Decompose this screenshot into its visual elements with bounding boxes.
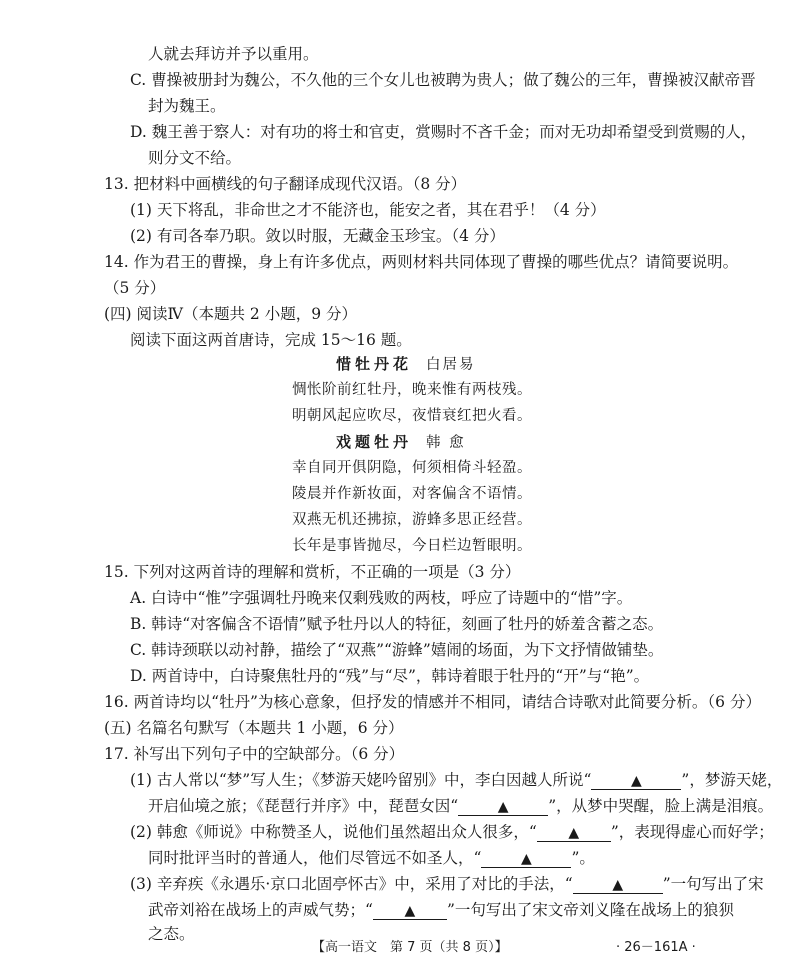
answer-blank[interactable]: ▲ — [458, 799, 548, 816]
q17-1b-text-end: ”，从梦中哭醒，脸上满是泪痕。 — [548, 797, 774, 815]
poem-1-header — [336, 354, 476, 375]
q17-3a-text: (3) 辛弃疾《永遇乐·京口北固亭怀古》中，采用了对比的手法，“ — [130, 875, 573, 893]
answer-blank[interactable]: ▲ — [591, 773, 681, 790]
poem-2-line-3: 双燕无机还拂掠，游蜂多思正经营。 — [292, 512, 532, 528]
q17-3b-text: 武帝刘裕在战场上的声威气势；“ — [148, 901, 373, 919]
question-14-line1: 14. 作为君王的曹操，身上有许多优点，两则材料共同体现了曹操的哪些优点？请简要说明。 — [104, 253, 739, 271]
question-17-part-1-line1 — [130, 770, 782, 790]
question-17: 17. 补写出下列句子中的空缺部分。（6 分） — [104, 745, 405, 763]
option-d-line1: D. 魏王善于察人：对有功的将士和官吏，赏赐时不吝千金；而对无功却希望受到赏赐的人， — [130, 123, 757, 141]
poem-2-title: 戏题牡丹 — [336, 433, 413, 451]
reading-instructions: 阅读下面这两首唐诗，完成 15～16 题。 — [130, 331, 412, 349]
question-15-option-a: A. 白诗中“惟”字强调牡丹晚来仅剩残败的两枝，呼应了诗题中的“惜”字。 — [130, 589, 633, 607]
question-13-part-1: (1) 天下将乱，非命世之才不能济也，能安之者，其在君乎！（4 分） — [130, 201, 606, 219]
poem-1-line-1: 惆怅阶前红牡丹，晚来惟有两枝残。 — [292, 382, 532, 398]
paper-code: · 26－161A · — [616, 940, 696, 955]
option-b-continuation: 人就去拜访并予以重用。 — [148, 45, 319, 63]
question-17-part-3-line2 — [148, 900, 734, 920]
q17-3a-text-end: ”一句写出了宋 — [662, 875, 764, 893]
answer-blank[interactable]: ▲ — [481, 851, 571, 868]
question-15-option-d: D. 两首诗中，白诗聚焦牡丹的“残”与“尽”，韩诗着眼于牡丹的“开”与“艳”。 — [130, 667, 650, 685]
answer-blank[interactable]: ▲ — [573, 877, 663, 894]
option-c-line1: C. 曹操被册封为魏公，不久他的三个女儿也被聘为贵人；做了魏公的三年，曹操被汉献帝晋 — [130, 71, 756, 89]
poem-2-header — [336, 432, 466, 453]
question-13: 13. 把材料中画横线的句子翻译成现代汉语。（8 分） — [104, 175, 467, 193]
section-4-heading: (四) 阅读Ⅳ（本题共 2 小题，9 分） — [104, 305, 358, 323]
question-17-part-2-line2 — [148, 848, 595, 868]
section-5-heading: (五) 名篇名句默写（本题共 1 小题，6 分） — [104, 719, 404, 737]
q17-1a-text-end: ”，梦游天姥， — [681, 771, 783, 789]
question-13-part-2: (2) 有司各奉乃职。敛以时服，无藏金玉珍宝。（4 分） — [130, 227, 505, 245]
poem-2-author: 韩 愈 — [426, 435, 466, 451]
q17-1b-text: 开启仙境之旅；《琵琶行并序》中，琵琶女因“ — [148, 797, 459, 815]
question-17-part-1-line2 — [148, 796, 773, 816]
question-17-part-3-line3: 之态。 — [148, 925, 195, 943]
option-d-line2: 则分文不给。 — [148, 149, 242, 167]
poem-2-line-4: 长年是事皆抛尽，今日栏边暂眼明。 — [292, 538, 532, 554]
poem-2-line-2: 陵晨并作新妆面，对客偏含不语情。 — [292, 486, 532, 502]
question-15: 15. 下列对这两首诗的理解和赏析，不正确的一项是（3 分） — [104, 563, 521, 581]
q17-1a-text: (1) 古人常以“梦”写人生；《梦游天姥吟留别》中，李白因越人所说“ — [130, 771, 592, 789]
answer-blank[interactable]: ▲ — [373, 903, 447, 920]
poem-1-author: 白居易 — [426, 357, 476, 373]
page-footer: 【高一语文 第 7 页（共 8 页）】 — [312, 940, 508, 955]
question-15-option-b: B. 韩诗“对客偏含不语情”赋予牡丹以人的特征，刻画了牡丹的娇羞含蓄之态。 — [130, 615, 664, 633]
option-c-line2: 封为魏王。 — [148, 97, 226, 115]
poem-1-title: 惜牡丹花 — [336, 355, 413, 373]
answer-blank[interactable]: ▲ — [537, 825, 611, 842]
question-17-part-3-line1 — [130, 874, 764, 894]
q17-2a-text: (2) 韩愈《师说》中称赞圣人，说他们虽然超出众人很多，“ — [130, 823, 537, 841]
q17-2b-text: 同时批评当时的普通人，他们尽管远不如圣人，“ — [148, 849, 482, 867]
poem-2-line-1: 幸自同开俱阴隐，何须相倚斗轻盈。 — [292, 460, 532, 476]
question-16: 16. 两首诗均以“牡丹”为核心意象，但抒发的情感并不相同，请结合诗歌对此简要分析。（6 分） — [104, 693, 761, 711]
q17-2a-text-end: ”，表现得虚心而好学； — [610, 823, 774, 841]
question-17-part-2-line1 — [130, 822, 774, 842]
question-14-line2: （5 分） — [104, 279, 166, 297]
question-15-option-c: C. 韩诗颈联以动衬静，描绘了“双燕”“游蜂”嬉闹的场面，为下文抒情做铺垫。 — [130, 641, 664, 659]
q17-2b-text-end: ”。 — [571, 849, 595, 867]
poem-1-line-2: 明朝风起应吹尽，夜惜衰红把火看。 — [292, 408, 532, 424]
q17-3b-text-end: ”一句写出了宋文帝刘义隆在战场上的狼狈 — [446, 901, 734, 919]
